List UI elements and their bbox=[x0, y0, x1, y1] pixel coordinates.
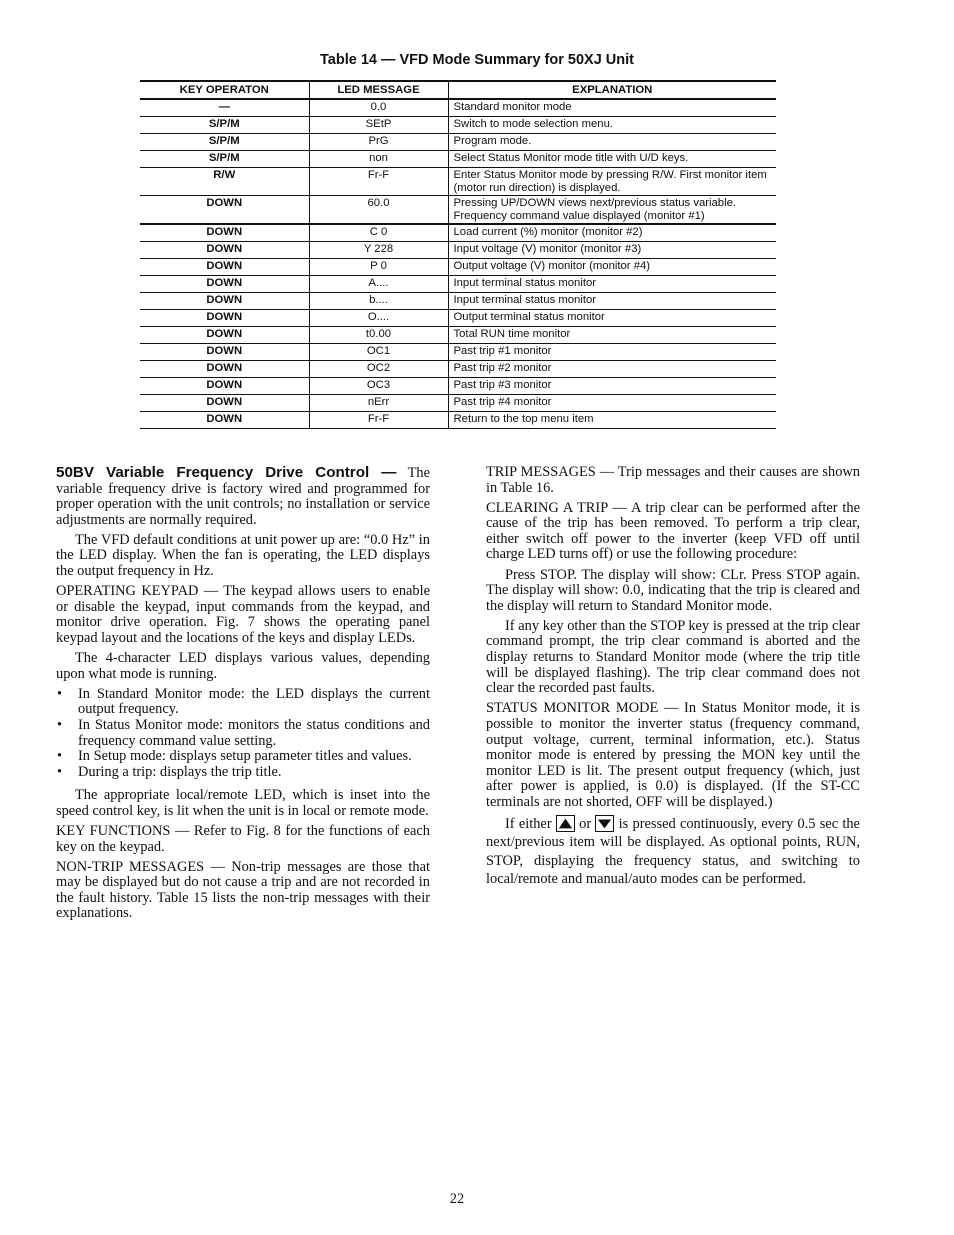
table-row bbox=[140, 196, 776, 225]
cell-explanation: Input terminal status monitor bbox=[448, 293, 776, 310]
display-mode-list bbox=[56, 687, 430, 781]
cell-led-message: 60.0 bbox=[309, 196, 448, 225]
table-header-row bbox=[140, 81, 776, 99]
page-number: 22 bbox=[449, 1191, 465, 1207]
cell-led-message: P 0 bbox=[309, 259, 448, 276]
table-row bbox=[140, 168, 776, 196]
status-monitor-paragraph: STATUS MONITOR MODE — In Status Monitor mode, it is possible to monitor the inverter status (frequency command, output voltage, current, terminal information, etc.). Status monitor mode is entered by pressing the MON key until the monitor LED is lit. The present output frequency (which, just after power is applied, is 0.0) is displayed. (If the ST-CC terminals are not shorted, OFF will be displayed.) bbox=[486, 700, 860, 810]
cell-explanation: Output voltage (V) monitor (monitor #4) bbox=[448, 259, 776, 276]
cell-led-message: non bbox=[309, 151, 448, 168]
cell-key-operation: DOWN bbox=[140, 224, 309, 242]
cell-explanation: Total RUN time monitor bbox=[448, 327, 776, 344]
cell-key-operation: R/W bbox=[140, 168, 309, 196]
cell-led-message: PrG bbox=[309, 134, 448, 151]
press-stop-paragraph: Press STOP. The display will show: CLr. Press STOP again. The display will show: 0.0, indicating that the trip is cleared and the display will return to Standard Monitor mode. bbox=[486, 566, 860, 614]
cell-led-message: SEtP bbox=[309, 117, 448, 134]
cell-explanation: Past trip #4 monitor bbox=[448, 395, 776, 412]
table-row bbox=[140, 276, 776, 293]
table-row bbox=[140, 361, 776, 378]
cell-key-operation: DOWN bbox=[140, 242, 309, 259]
list-item: • In Status Monitor mode: monitors the status conditions and frequency command value setting. bbox=[56, 718, 430, 749]
led-display-paragraph: The 4-character LED displays various values, depending upon what mode is running. bbox=[56, 650, 430, 682]
table-row bbox=[140, 99, 776, 117]
cell-key-operation: DOWN bbox=[140, 344, 309, 361]
cell-key-operation: DOWN bbox=[140, 276, 309, 293]
key-functions-paragraph: KEY FUNCTIONS — Refer to Fig. 8 for the functions of each key on the keypad. bbox=[56, 822, 430, 855]
table-row bbox=[140, 117, 776, 134]
table-row bbox=[140, 378, 776, 395]
trip-messages-paragraph: TRIP MESSAGES — Trip messages and their causes are shown in Table 16. bbox=[486, 464, 860, 496]
non-trip-messages-paragraph: NON-TRIP MESSAGES — Non-trip messages are those that may be displayed but do not cause a trip and are not recorded in the fault history. Table 15 lists the non-trip messages with their explanations. bbox=[56, 858, 430, 922]
down-arrow-key-icon bbox=[595, 815, 614, 832]
table-row bbox=[140, 293, 776, 310]
table-row bbox=[140, 344, 776, 361]
cell-led-message: nErr bbox=[309, 395, 448, 412]
cell-key-operation: DOWN bbox=[140, 293, 309, 310]
table-row bbox=[140, 134, 776, 151]
cell-explanation: Past trip #2 monitor bbox=[448, 361, 776, 378]
cell-explanation: Switch to mode selection menu. bbox=[448, 117, 776, 134]
list-item: • During a trip: displays the trip title. bbox=[56, 765, 430, 781]
cell-led-message: 0.0 bbox=[309, 99, 448, 117]
cell-key-operation: — bbox=[140, 99, 309, 117]
intro-text: The variable frequency drive is factory wired and programmed for proper operation with the unit controls; no installation or service adjustments are normally required. bbox=[56, 465, 430, 528]
vfd-control-intro bbox=[56, 465, 430, 528]
cell-led-message: Fr-F bbox=[309, 412, 448, 429]
either-text: If either bbox=[505, 815, 552, 832]
header-key-operation: KEY OPERATON bbox=[179, 84, 269, 96]
cell-key-operation: DOWN bbox=[140, 310, 309, 327]
cell-led-message: Y 228 bbox=[309, 242, 448, 259]
section-heading: 50BV Variable Frequency Drive Control — bbox=[56, 464, 397, 481]
cell-led-message: t0.00 bbox=[309, 327, 448, 344]
list-item: • In Setup mode: displays setup parameter titles and values. bbox=[56, 749, 430, 765]
table-row bbox=[140, 242, 776, 259]
cell-explanation: Program mode. bbox=[448, 134, 776, 151]
cell-explanation: Output terminal status monitor bbox=[448, 310, 776, 327]
cell-explanation: Standard monitor mode bbox=[448, 99, 776, 117]
table-row bbox=[140, 310, 776, 327]
cell-key-operation: S/P/M bbox=[140, 134, 309, 151]
table-title: Table 14 — VFD Mode Summary for 50XJ Unit bbox=[320, 52, 634, 68]
cell-explanation: Load current (%) monitor (monitor #2) bbox=[448, 224, 776, 242]
header-explanation: EXPLANATION bbox=[572, 84, 653, 96]
cell-led-message: Fr-F bbox=[309, 168, 448, 196]
cell-led-message: b.... bbox=[309, 293, 448, 310]
cell-key-operation: DOWN bbox=[140, 395, 309, 412]
cell-key-operation: DOWN bbox=[140, 259, 309, 276]
cell-explanation: Input terminal status monitor bbox=[448, 276, 776, 293]
table-row bbox=[140, 395, 776, 412]
table-row bbox=[140, 151, 776, 168]
continuous-press-text: is pressed continuously, every 0.5 sec the next/previous item will be displayed. As optional points, RUN, STOP, displaying the frequency status, and switching to local/remote and manual/auto modes can be performed. bbox=[486, 815, 860, 888]
table-row bbox=[140, 327, 776, 344]
cell-explanation: Past trip #3 monitor bbox=[448, 378, 776, 395]
cell-key-operation: DOWN bbox=[140, 196, 309, 225]
cell-key-operation: S/P/M bbox=[140, 151, 309, 168]
operating-keypad-paragraph: OPERATING KEYPAD — The keypad allows users to enable or disable the keypad, input commands from the keypad, and monitor drive operation. Fig. 7 shows the operating panel keypad layout and the locations of the keys and display LEDs. bbox=[56, 583, 430, 646]
cell-key-operation: DOWN bbox=[140, 412, 309, 429]
up-arrow-key-icon bbox=[556, 815, 575, 832]
default-conditions-paragraph: The VFD default conditions at unit power up are: “0.0 Hz” in the LED display. When the fan is operating, the LED displays the output frequency in Hz. bbox=[56, 531, 430, 580]
cell-led-message: A.... bbox=[309, 276, 448, 293]
list-item: • In Standard Monitor mode: the LED displays the current output frequency. bbox=[56, 687, 430, 718]
cell-explanation: Select Status Monitor mode title with U/D keys. bbox=[448, 151, 776, 168]
table-row bbox=[140, 259, 776, 276]
cell-key-operation: DOWN bbox=[140, 378, 309, 395]
cell-explanation: Pressing UP/DOWN views next/previous status variable. Frequency command value displayed (monitor #1) bbox=[448, 196, 776, 225]
arrow-keys-paragraph bbox=[486, 815, 860, 889]
cell-key-operation: DOWN bbox=[140, 361, 309, 378]
cell-explanation: Past trip #1 monitor bbox=[448, 344, 776, 361]
table-row bbox=[140, 412, 776, 429]
cell-key-operation: S/P/M bbox=[140, 117, 309, 134]
cell-explanation: Enter Status Monitor mode by pressing R/W. First monitor item (motor run direction) is displayed. bbox=[448, 168, 776, 196]
table-row bbox=[140, 224, 776, 242]
cell-led-message: OC3 bbox=[309, 378, 448, 395]
cell-led-message: OC2 bbox=[309, 361, 448, 378]
cell-explanation: Return to the top menu item bbox=[448, 412, 776, 429]
cell-led-message: O.... bbox=[309, 310, 448, 327]
cell-explanation: Input voltage (V) monitor (monitor #3) bbox=[448, 242, 776, 259]
left-column bbox=[56, 465, 430, 927]
cell-led-message: OC1 bbox=[309, 344, 448, 361]
right-column bbox=[486, 465, 860, 893]
cell-led-message: C 0 bbox=[309, 224, 448, 242]
cell-key-operation: DOWN bbox=[140, 327, 309, 344]
local-remote-led-paragraph: The appropriate local/remote LED, which is inset into the speed control key, is lit when the unit is in local or remote mode. bbox=[56, 787, 430, 819]
header-led-message: LED MESSAGE bbox=[309, 81, 448, 99]
other-key-paragraph: If any key other than the STOP key is pressed at the trip clear command prompt, the trip clear command is aborted and the display returns to Standard Monitor mode (where the trip title will be displayed flashing). The trip clear command does not clear the recorded past faults. bbox=[486, 617, 860, 697]
clearing-trip-paragraph: CLEARING A TRIP — A trip clear can be performed after the cause of the trip has been removed. To perform a trip clear, either switch off power to the inverter (keep VFD off until charge LED turns off) or use the following procedure: bbox=[486, 499, 860, 563]
or-text: or bbox=[579, 815, 592, 832]
vfd-mode-summary-table bbox=[140, 80, 776, 429]
